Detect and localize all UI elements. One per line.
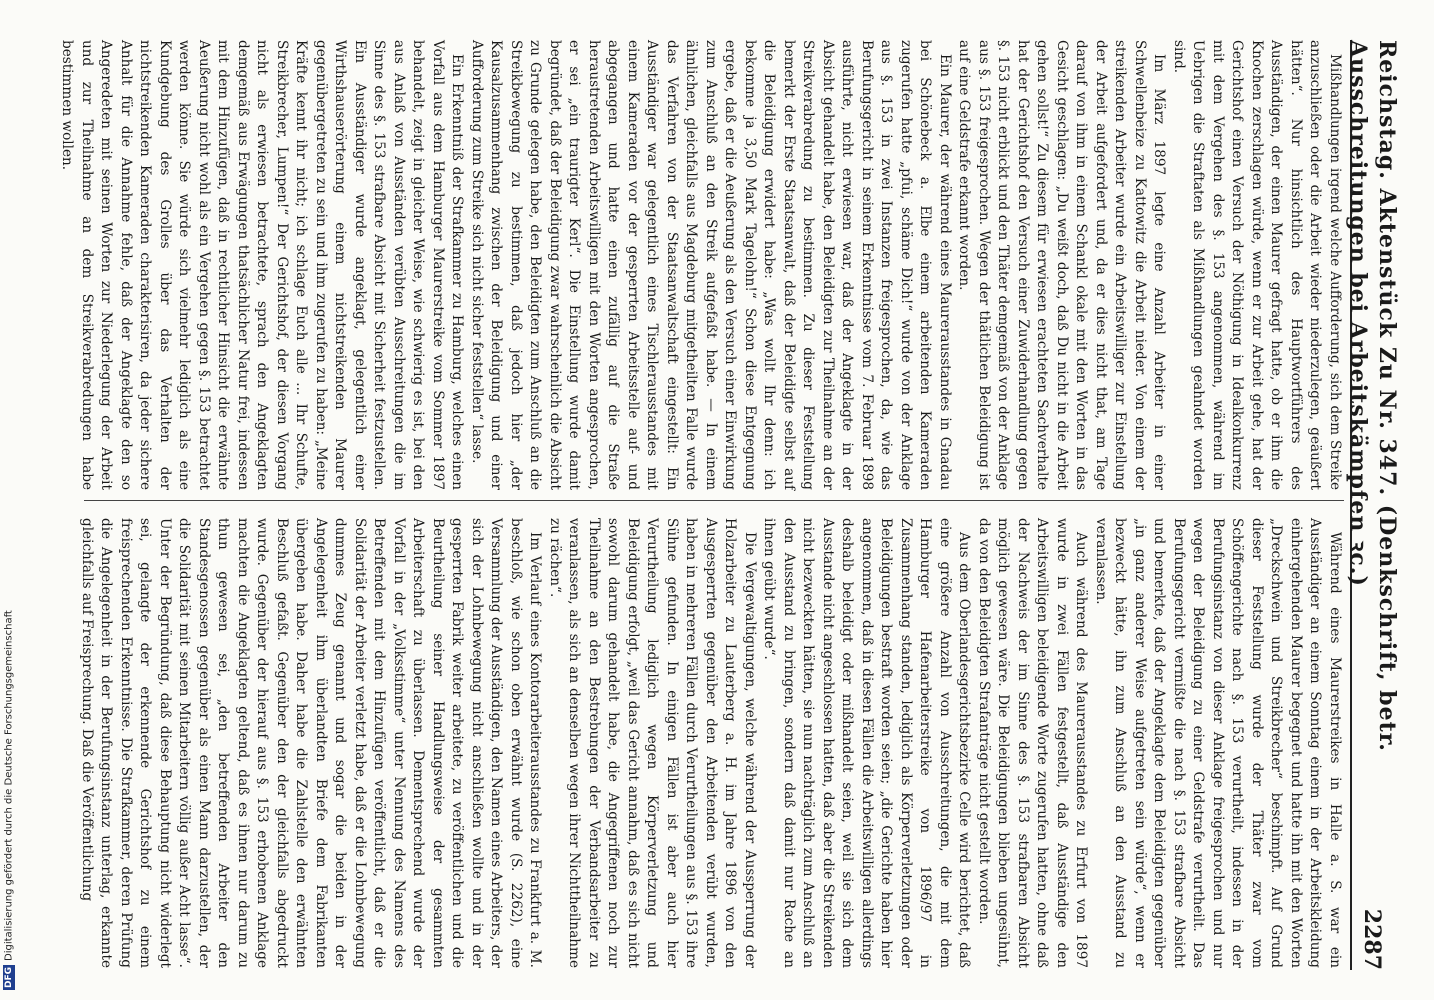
credit-text: Digitalisierung gefördert durch die Deutsche Forschungsgemeinschaft xyxy=(3,610,15,961)
paragraph: Die Vergewaltigungen, welche während der Aussperrung der Holzarbeiter zu Lauterberg a. H. im Jahre 1896 von den Ausgesperrten gegenüber den Arbeitenden verübt wurden, haben in mehreren Fällen durch Verurtheilungen aus §. 153 ihre Sühne gefunden. In einigen Fällen ist aber auch hier Verurtheilung lediglich wegen Körperverletzung und Beleidigung erfolgt, „weil das Gericht annahm, daß es sich nicht sowohl darum gehandelt habe, die Angegriffenen noch zur Theilnahme an den Bestrebungen der Verbandsarbeiter zu veranlassen, als sich an denselben wegen ihrer Nichttheilnahme zu rächen“. xyxy=(547,518,758,968)
page-title: Reichstag. Aktenstück Zu Nr. 347. (Denkschrift, betr. Ausschreitungen bei Arbeitskämpfen ꝛc.) xyxy=(1345,40,1400,752)
left-column xyxy=(59,40,1344,490)
right-column xyxy=(74,518,1344,968)
paragraph: Im März 1897 legte eine Anzahl Arbeiter in einer Schwellenbeize zu Kattowitz die Arbeit nieder. Von einem der streikenden Arbeiter wurde ein Arbeitswilliger zur Einstellung der Arbeit aufgefordert und, da er dies nicht that, am Tage darauf von ihm in einem Schankl okale mit den Worten in das Gesicht geschlagen: „Du weißt doch, daß Du nicht in die Arbeit gehen sollst!“ Zu diesem für erwiesen erachteten Sachverhalte hat der Gerichtshof den Versuch einer Zuwiderhandlung gegen §. 153 nicht erblickt und den Thäter demgemäß von der Anklage aus §. 153 freigesprochen. Wegen der thätlichen Beleidigung ist auf eine Geldstrafe erkannt worden. xyxy=(956,40,1168,490)
paragraph: Ein Erkenntniß der Strafkammer zu Hamburg, welches einen Vorfall aus dem Hamburger Maurerstreike vom Sommer 1897 behandelt, zeigt in gleicher Weise, wie schwierig es ist, bei den aus Anlaß von Ausständen verübten Ausschreitungen die im Sinne des §. 153 strafbare Absicht mit Sicherheit festzustellen. Ein Ausständiger wurde angeklagt, gelegentlich einer Wirthshauserörterung einem nichtstreikenden Maurer gegenübergetreten zu sein und ihm zugerufen zu haben: „Meine Kräfte kennt ihr nicht; ich schlage Euch alle ... Ihr Schufte, Streikbrecher, Lumpen!“ Der Gerichtshof, der diesen Vorgang nicht als erwiesen betrachtete, sprach den Angeklagten demgemäß aus Erwägungen thatsächlicher Natur frei, indessen mit dem Hinzufügen, daß in rechtlicher Hinsicht die erwähnte Aeußerung nicht wohl als ein Vergehen gegen §. 153 betrachtet werden könne. Sie würde sich vielmehr lediglich als eine Kundgebung des Grolles über das Verhalten der nichtstreikenden Kameraden charakterisiren, da jeder sichere Anhalt für die Annahme fehle, daß der Angeklagte den so Angeredeten mit seinen Worten zur Niederlegung der Arbeit und zur Theilnahme an dem Streikverabredungen habe bestimmen wollen. xyxy=(59,40,466,490)
column-divider xyxy=(84,500,1344,501)
paragraph: Während eines Maurerstreikes in Halle a. S. war ein Ausständiger an einem Sonntag einem in der Arbeitskleidung einhergehenden Maurer begegnet und hatte ihn mit den Worten „Dreckschwein und Streikbrecher“ beschimpft. Auf Grund dieser Feststellung wurde der Thäter zwar vom Schöffengerichte nach §. 153 verurtheilt, indessen in der Berufungsinstanz von dieser Anklage freigesprochen und nur wegen der Beleidigung zu einer Geldstrafe verurtheilt. Das Berufungsgericht vermißte die nach §. 153 strafbare Absicht und bemerkte, daß der Angeklagte dem Beleidigten gegenüber „in ganz anderer Weise aufgetreten sein würde“, wenn er bezweckt hätte, ihn zum Anschluß an den Ausstand zu veranlassen. xyxy=(1093,518,1343,968)
dfg-logo-icon: DFG xyxy=(4,966,14,988)
paragraph: Mißhandlungen irgend welche Aufforderung, sich dem Streike anzuschließen oder die Arbeit wieder niederzulegen, geäußert hätten“. Nur hinsichtlich des Hauptwortführers des Ausständigen, der einen Maurer gefragt hatte, ob er ihm die Knochen zerschlagen würde, wenn er zur Arbeit gehe, hat der Gerichtshof einen Versuch der Nöthigung in Idealkonkurrenz mit dem Vergehen des §. 153 angenommen, während im Uebrigen die Straftaten als Mißhandlungen geahndet worden sind. xyxy=(1171,40,1343,490)
page-header xyxy=(1345,40,1400,970)
paragraph: Auch während des Maurerausstandes zu Erfurt von 1897 wurde in zwei Fällen festgestellt, daß Ausständige den Arbeitswilligen beleidigende Worte zugerufen hatten, ohne daß der Nachweis der im Sinne des §. 153 strafbaren Absicht möglich gewesen wäre. Die Beleidigungen blieben ungesühnt, da von den Beleidigten Strafanträge nicht gestellt worden. xyxy=(976,518,1090,968)
paragraph: Ein Maurer, der während eines Maurerausstandes in Gnadau bei Schönebeck a. Elbe einem arbeitenden Kameraden zugerufen hatte „pfui, schäme Dich!“ wurde von der Anklage aus §. 153 in zwei Instanzen freigesprochen, da, wie das Berufungsgericht in seinem Erkenntnisse vom 7. Februar 1898 ausführte, nicht erwiesen war, daß der Angeklagte in der Absicht gehandelt habe, den Beleidigten zur Theilnahme an der Streikverabredung zu bestimmen. Zu dieser Feststellung bemerkt der Erste Staatsanwalt, daß der Beleidigte selbst auf die Beleidigung erwidert habe: „Was wollt Ihr denn: ich bekomme ja 3,50 Mark Tagelohn!“ Schon diese Entgegnung ergebe, daß er die Aeußerung als den Versuch einer Einwirkung zum Anschluß an den Streik aufgefaßt habe. — In einem ähnlichen, gleichfalls aus Magdeburg mitgetheilten Falle wurde das Verfahren von der Staatsanwaltschaft eingestellt: Ein Ausständiger war gelegentlich eines Tischlerausstandes mit einem Kameraden vor der gesperrten Arbeitsstelle auf- und abgegangen und hatte einen zufällig auf die Straße heraustretenden Arbeitswilligen mit den Worten angesprochen, er sei „ein traurigter Kerl“. Die Einstellung wurde damit begründet, daß der Beleidigung zwar wahrscheinlich die Absicht zu Grunde gelegen habe, den Beleidigten zum Anschluß an die Streikbewegung zu bestimmen, daß jedoch hier „der Kausalzusammenhang zwischen der Beleidigung und einer Aufforderung zum Streike sich nicht sicher feststellen“ lasse. xyxy=(469,40,953,490)
page-number: 2287 xyxy=(1359,908,1385,970)
paragraph: Im Verlauf eines Kontorarbeiterausstandes zu Frankfurt a. M. beschloß, wie schon oben erwähnt wurde (S. 2262), eine Versammlung der Ausständigen, den Namen eines Arbeiters, der sich der Lohnbewegung nicht anschließen wollte und in der gesperrten Fabrik weiter arbeitete, zu veröffentlichen und die Beurtheilung seiner Handlungsweise der gesammten Arbeiterschaft zu überlassen. Dementsprechend wurde der Vorfall in der „Volksstimme“ unter Nennung des Namens des Betreffenden mit dem Hinzufügen veröffentlicht, daß er die Solidarität der Arbeiter verletzt habe, daß er die Lohnbewegung dummes Zeug genannt und sogar die beiden in der Angelegenheit ihm überlandten Briefe dem Fabrikanten übergeben habe. Daher habe die Zahlstelle den erwähnten Beschluß gefaßt. Gegenüber den der gleichfalls abgedruckt wurde. Gegenüber der hierauf aus §. 153 erhobenen Anklage machten die Angeklagten geltend, daß es ihnen nur darum zu thun gewesen sei, „den betreffenden Arbeiter den Standesgenossen gegenüber als einen Mann darzustellen, der die Solidarität mit seinen Mitarbeitern völlig außer Acht lasse“. Unter der Begründung, daß diese Behauptung nicht widerlegt sei, gelangte der erkennende Gerichtshof zu einem freisprechenden Erkenntnisse. Die Strafkammer, deren Prüfung die Angelegenheit in der Berufungsinstanz unterlag, erkannte gleichfalls auf Freisprechung. Daß die Veröffentlichung xyxy=(79,518,544,968)
digitization-credit xyxy=(2,580,16,990)
paragraph: Aus dem Oberlandesgerichtsbezirke Celle wird berichtet, daß eine größere Anzahl von Ausschreitungen, die mit dem Hamburger Hafenarbeiterstreike von 1896/97 in Zusammenhang standen, lediglich als Körperverletzungen oder Beleidigungen bestraft worden seien; „die Gerichte haben hier angenommen, daß in diesen Fällen die Arbeitswilligen allerdings deshalb beleidigt oder mißhandelt seien, weil sie sich dem Ausstande nicht angeschlossen hatten, daß aber die Streikenden nicht bezweckten hätten, sie nun nachträglich zum Anschluß an den Ausstand zu bringen, sondern daß damit nur Rache an ihnen geübt wurde“. xyxy=(761,518,973,968)
